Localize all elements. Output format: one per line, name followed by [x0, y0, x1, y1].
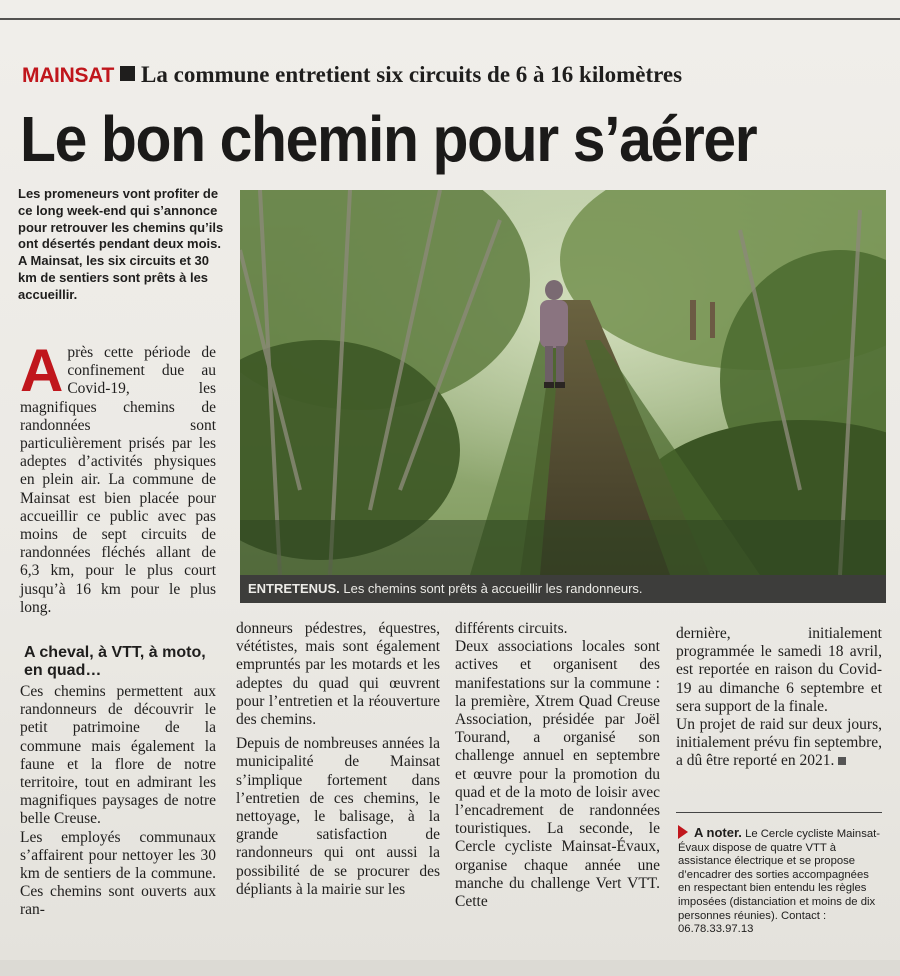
- paragraph-municipality: Depuis de nombreuses années la municipalité de Mainsat s’implique fortement dans l’entretien de ces chemins, le nettoyage, le balisage, à la grande satisfaction de randonneurs qui ont aussi la possibilité de se procurer des dépliants à la mairie sur les: [236, 735, 440, 898]
- caption-text: Les chemins sont prêts à accueillir les randonneurs.: [343, 581, 643, 596]
- column-2: [236, 620, 440, 899]
- paragraph-municipality-cont: différents circuits.: [455, 620, 568, 637]
- top-rule: [0, 18, 900, 20]
- kicker-text: La commune entretient six circuits de 6 à 16 kilomètres: [141, 62, 683, 87]
- paragraph-employees-cont: donneurs pédestres, équestres, vététistes, mais sont également empruntés par les motards et les adeptes du quad qui œuvrent pour l’entretien et la réouverture des chemins.: [236, 620, 440, 729]
- drop-cap: A: [20, 337, 64, 404]
- note-text: Le Cercle cycliste Mainsat-Évaux dispose de quatre VTT à assistance électrique et se propose d’encadrer des sorties accompagnées en respectant bien entendu les règles imposées (distanciation et moins de dix personnes réunies). Contact : 06.78.33.97.13: [678, 828, 881, 936]
- lead-paragraph: Les promeneurs vont profiter de ce long week-end qui s’annonce pour retrouver les chemins qu’ils ont désertés pendant deux mois. A Mainsat, les six circuits et 30 km de sentiers sont prêts à les accueillir.: [18, 186, 224, 302]
- raid-text: Un projet de raid sur deux jours, initialement prévu fin septembre, a dû être reporté en 2021.: [676, 716, 882, 770]
- paragraph-associations: Deux associations locales sont actives et organisent des manifestations sur la commune : la première, Xtrem Quad Creuse Association, présidée par Joël Tourand, a organisé son challenge annuel en septembre et œuvre pour la promotion du quad et de la moto de loisir avec l’encadrement de randonnées touristiques. La seconde, le Cercle cycliste Mainsat-Évaux, organise chaque année une manche du challenge Vert VTT. Cette: [455, 638, 660, 911]
- section-subhead: A cheval, à VTT, à moto, en quad…: [24, 644, 206, 679]
- paragraph-associations-cont: dernière, initialement programmée le samedi 18 avril, est reportée en raison du Covid-19 au dimanche 6 septembre et sera support de la finale.: [676, 625, 882, 715]
- note-label: A noter.: [694, 825, 742, 840]
- note-separator: [676, 812, 882, 813]
- paragraph-heritage: Ces chemins permettent aux randonneurs de découvrir le petit patrimoine de la commune mais également la faune et la flore de notre territoire, tout en admirant les magnifiques paysages de notre belle Creuse.: [20, 683, 216, 828]
- caption-lead: ENTRETENUS.: [248, 581, 340, 596]
- column-1-bottom: [20, 683, 216, 920]
- paragraph-employees: Les employés communaux s’affairent pour nettoyer les 30 km de sentiers de la commune. Ces chemins sont ouverts aux ran-: [20, 828, 216, 919]
- paragraph-intro: près cette période de confinement due au Covid-19, les magnifiques chemins de randonnées sont particulièrement prisés par les adeptes d’activités physiques en plein air. La commune de Mainsat est bien placée pour accueillir ce public avec pas moins de sept circuits de randonnées fléchés allant de 6,3 km, pour le plus court jusqu’à 16 km pour le plus long.: [20, 344, 216, 616]
- note-box: [678, 825, 883, 937]
- kicker-tag: MAINSAT: [22, 64, 115, 87]
- paragraph-raid: [676, 716, 882, 771]
- kicker: [22, 60, 882, 91]
- column-4: [676, 625, 882, 771]
- headline: Le bon chemin pour s’aérer: [20, 103, 757, 175]
- column-3: [455, 620, 660, 911]
- column-1-top: [20, 337, 216, 617]
- kicker-square-icon: [120, 66, 135, 81]
- arrow-right-icon: [678, 825, 688, 839]
- page-bottom-edge: [0, 960, 900, 976]
- end-square-icon: [838, 757, 846, 765]
- forest-path-photo: [240, 190, 886, 575]
- article-photo: [240, 190, 886, 575]
- photo-caption: [240, 575, 886, 603]
